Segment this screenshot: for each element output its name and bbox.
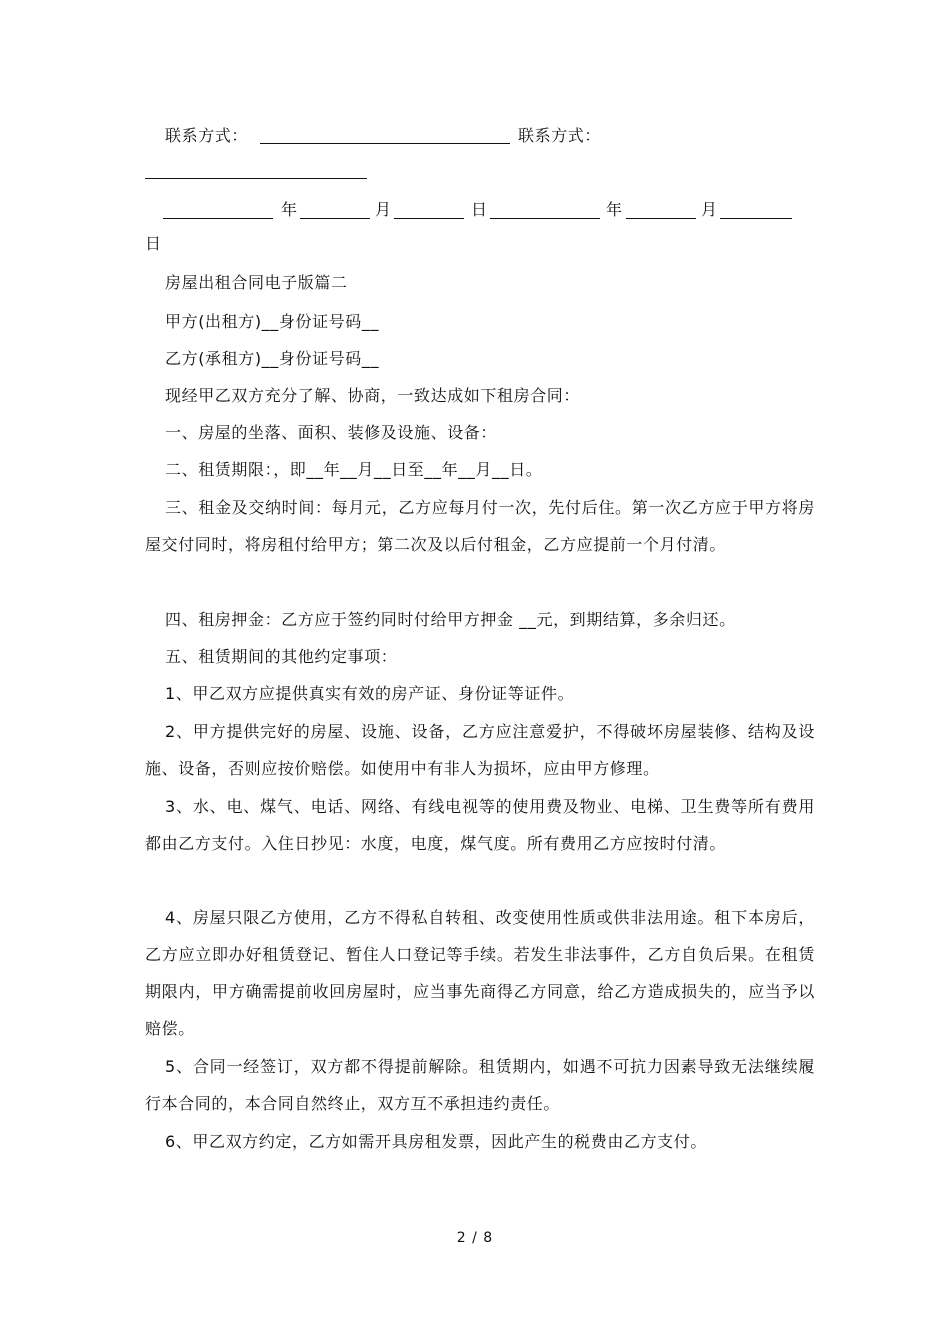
party-b-line: 乙方(承租方)__身份证号码__ bbox=[165, 349, 380, 368]
paragraph-item-3: 3、水、电、煤气、电话、网络、有线电视等的使用费及物业、电梯、卫生费等所有费用都由乙方支付。入住日抄见：水度，电度，煤气度。所有费用乙方应按时付清。 bbox=[145, 797, 815, 853]
date-month-2: 月 bbox=[701, 200, 718, 219]
paragraph-clause-5: 五、租赁期间的其他约定事项： bbox=[165, 647, 398, 666]
date-blank-6 bbox=[720, 218, 792, 219]
date-year-2: 年 bbox=[606, 200, 623, 219]
date-year-1: 年 bbox=[281, 200, 298, 219]
paragraph-clause-3: 三、租金及交纳时间：每月元，乙方应每月付一次，先付后住。第一次乙方应于甲方将房屋交付同时，将房租付给甲方；第二次及以后付租金，乙方应提前一个月付清。 bbox=[145, 498, 815, 554]
paragraph-clause-4: 四、租房押金：乙方应于签约同时付给甲方押金 __元，到期结算，多余归还。 bbox=[165, 610, 736, 629]
party-a-line: 甲方(出租方)__身份证号码__ bbox=[165, 312, 380, 331]
paragraph-item-1: 1、甲乙双方应提供真实有效的房产证、身份证等证件。 bbox=[165, 684, 575, 703]
date-blank-5 bbox=[626, 218, 696, 219]
contact-blank-left bbox=[260, 143, 510, 144]
date-blank-2 bbox=[300, 218, 370, 219]
date-day-1: 日 bbox=[471, 200, 488, 219]
date-blank-3 bbox=[394, 218, 464, 219]
paragraph-clause-2: 二、租赁期限：，即__年__月__日至__年__月__日。 bbox=[165, 460, 543, 479]
date-blank-1 bbox=[163, 218, 273, 219]
contact-label-right: 联系方式： bbox=[518, 126, 602, 145]
contact-label-left: 联系方式： bbox=[165, 126, 249, 145]
paragraph-intro: 现经甲乙双方充分了解、协商，一致达成如下租房合同： bbox=[165, 386, 581, 405]
paragraph-item-5: 5、合同一经签订，双方都不得提前解除。租赁期内，如遇不可抗力因素导致无法继续履行本合同的，本合同自然终止，双方互不承担违约责任。 bbox=[145, 1057, 815, 1113]
paragraph-item-2: 2、甲方提供完好的房屋、设施、设备，乙方应注意爱护，不得破坏房屋装修、结构及设施、设备，否则应按价赔偿。如使用中有非人为损坏，应由甲方修理。 bbox=[145, 722, 815, 778]
paragraph-item-4: 4、房屋只限乙方使用，乙方不得私自转租、改变使用性质或供非法用途。租下本房后，乙方应立即办好租赁登记、暂住人口登记等手续。若发生非法事件，乙方自负后果。在租赁期限内，甲方确需提前收回房屋时，应当事先商得乙方同意，给乙方造成损失的，应当予以赔偿。 bbox=[145, 908, 815, 1038]
date-blank-4 bbox=[490, 218, 600, 219]
page-number: 2 / 8 bbox=[456, 1230, 494, 1246]
paragraph-item-6: 6、甲乙双方约定，乙方如需开具房租发票，因此产生的税费由乙方支付。 bbox=[165, 1132, 707, 1151]
contact-blank-right bbox=[145, 178, 367, 179]
date-month-1: 月 bbox=[375, 200, 392, 219]
date-day-2: 日 bbox=[145, 234, 162, 253]
paragraph-clause-1: 一、房屋的坐落、面积、装修及设施、设备： bbox=[165, 423, 498, 442]
section-heading: 房屋出租合同电子版篇二 bbox=[165, 273, 348, 292]
